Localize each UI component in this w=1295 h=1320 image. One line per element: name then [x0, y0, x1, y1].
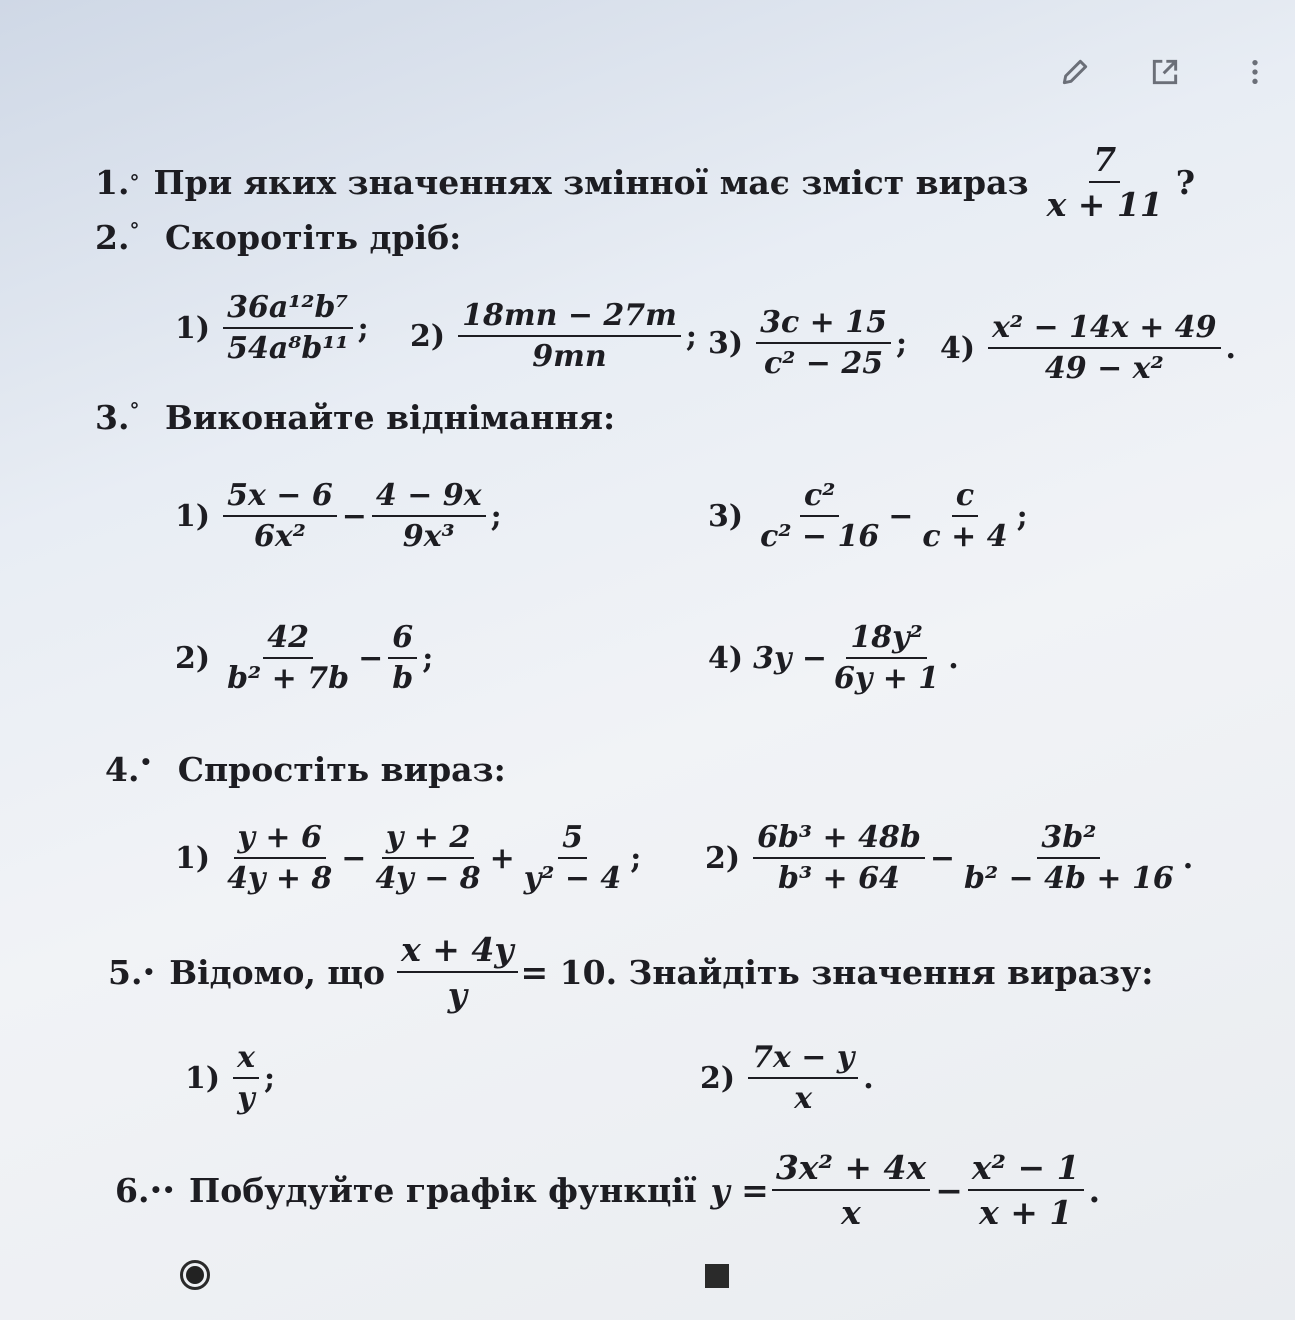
open-external-icon[interactable] [1145, 52, 1185, 92]
fraction: $\frac{6}{b}$ [388, 620, 417, 696]
task-2 [95, 218, 461, 257]
task-number: 3. [95, 398, 130, 437]
fraction: $\frac{\text{x² − 14x + 49}}{\text{49 − x²}}$ [988, 310, 1220, 386]
task-number: 5. [108, 952, 143, 992]
task-3-item-2: 2) $\frac{42}{\text{b² + 7b}}$ − $\frac{6}{b}$ ; [175, 620, 434, 696]
task-3-item-3: 3) $\frac{\text{c²}}{\text{c² − 16}}$ − $\frac{c}{c + 4}$ ; [708, 478, 1028, 554]
fraction: $\frac{\text{c²}}{\text{c² − 16}}$ [760, 478, 880, 554]
fraction: $\frac{3c + 15}{\text{c² − 25}}$ [756, 305, 891, 381]
toolbar [1055, 52, 1275, 92]
difficulty-mark: • [139, 750, 153, 774]
difficulty-mark: ° [129, 218, 140, 242]
task-text: Спростіть вираз: [177, 750, 506, 789]
task-2-item-1: 1) $\frac{\text{36a¹²b⁷}}{\text{54a⁸b¹¹}}$ ; [175, 290, 369, 366]
fraction: $\frac{4 - 9x}{\text{9x³}}$ [372, 478, 486, 554]
task-text: Скоротіть дріб: [164, 218, 462, 257]
bottom-controls [0, 1260, 1295, 1300]
difficulty-mark: ° [129, 170, 140, 194]
fraction: $\frac{18mn - 27m}{9mn}$ [458, 298, 681, 374]
fraction: $\frac{5}{\text{y² − 4}}$ [523, 820, 622, 896]
numerator: 7 [1089, 140, 1120, 183]
task-2-item-4: 4) $\frac{\text{x² − 14x + 49}}{\text{49 − x²}}$ . [940, 310, 1236, 386]
task-1 [95, 140, 1195, 224]
fraction: $\frac{\text{36a¹²b⁷}}{\text{54a⁸b¹¹}}$ [223, 290, 353, 366]
task-text: При яких значеннях змінної має зміст вираз [153, 162, 1029, 202]
stop-icon[interactable] [705, 1264, 729, 1288]
fraction: $\frac{y + 6}{4y + 8}$ [227, 820, 333, 896]
task-4-item-2: 2) $\frac{\text{6b³ + 48b}}{\text{b³ + 64}}$ − $\frac{\text{3b²}}{\text{b² − 4b + 16}}$ . [705, 820, 1194, 896]
more-vert-icon[interactable] [1235, 52, 1275, 92]
task-2-item-3: 3) $\frac{3c + 15}{\text{c² − 25}}$ ; [708, 305, 908, 381]
task-3-item-1: 1) $\frac{5x - 6}{\text{6x²}}$ − $\frac{4 - 9x}{\text{9x³}}$ ; [175, 478, 502, 554]
task-2-item-2: 2) $\frac{18mn - 27m}{9mn}$ ; [410, 298, 697, 374]
task-text: Виконайте віднімання: [164, 398, 616, 437]
task-3 [95, 398, 615, 437]
task-number: 1. [95, 162, 130, 202]
difficulty-mark: ° [129, 398, 140, 422]
task-5: 5. • Відомо, що $\frac{x + 4y}{y}$ = 10. Знайдіть значення виразу: [108, 930, 1154, 1014]
fraction: $\frac{x}{y}$ [233, 1040, 259, 1116]
fraction: $\frac{42}{\text{b² + 7b}}$ [227, 620, 350, 696]
task-number: 2. [95, 218, 130, 257]
fraction: $\frac{c}{c + 4}$ [922, 478, 1008, 554]
fraction: $\frac{\text{3x² + 4x}}{x}$ [772, 1148, 930, 1232]
fraction: $\frac{\text{6b³ + 48b}}{\text{b³ + 64}}$ [753, 820, 925, 896]
fraction: $\frac{5x - 6}{\text{6x²}}$ [223, 478, 337, 554]
denominator: x + 11 [1046, 185, 1163, 224]
difficulty-mark: • [142, 960, 156, 984]
task-6: 6. •• Побудуйте графік функції y = $\frac{\text{3x² + 4x}}{x}$ − $\frac{\text{x² − 1}}{x + 1}$ . [115, 1148, 1101, 1232]
fraction: $\frac{\text{18y²}}{6y + 1}$ [833, 620, 940, 696]
difficulty-mark: •• [149, 1178, 176, 1202]
task-text: Побудуйте графік функції [189, 1170, 697, 1210]
fraction: $\frac{\text{3b²}}{\text{b² − 4b + 16}}$ [963, 820, 1174, 896]
task-text: Відомо, що [169, 952, 386, 992]
fraction [1043, 140, 1167, 224]
task-3-item-4: 4) 3y − $\frac{\text{18y²}}{6y + 1}$ . [708, 620, 959, 696]
question-mark: ? [1175, 162, 1196, 202]
fraction: $\frac{x + 4y}{y}$ [397, 930, 517, 1014]
task-4 [105, 750, 506, 789]
record-icon[interactable] [180, 1260, 210, 1290]
task-4-item-1: 1) $\frac{y + 6}{4y + 8}$ − $\frac{y + 2}{4y - 8}$ + $\frac{5}{\text{y² − 4}}$ ; [175, 820, 642, 896]
task-5-item-2: 2) $\frac{7x - y}{x}$ . [700, 1040, 874, 1116]
fraction: $\frac{y + 2}{4y - 8}$ [375, 820, 481, 896]
task-5-item-1: 1) $\frac{x}{y}$ ; [185, 1040, 276, 1116]
task-number: 4. [105, 750, 140, 789]
fraction: $\frac{\text{x² − 1}}{x + 1}$ [968, 1148, 1084, 1232]
task-number: 6. [115, 1170, 150, 1210]
fraction: $\frac{7x - y}{x}$ [748, 1040, 858, 1116]
pencil-icon[interactable] [1055, 52, 1095, 92]
